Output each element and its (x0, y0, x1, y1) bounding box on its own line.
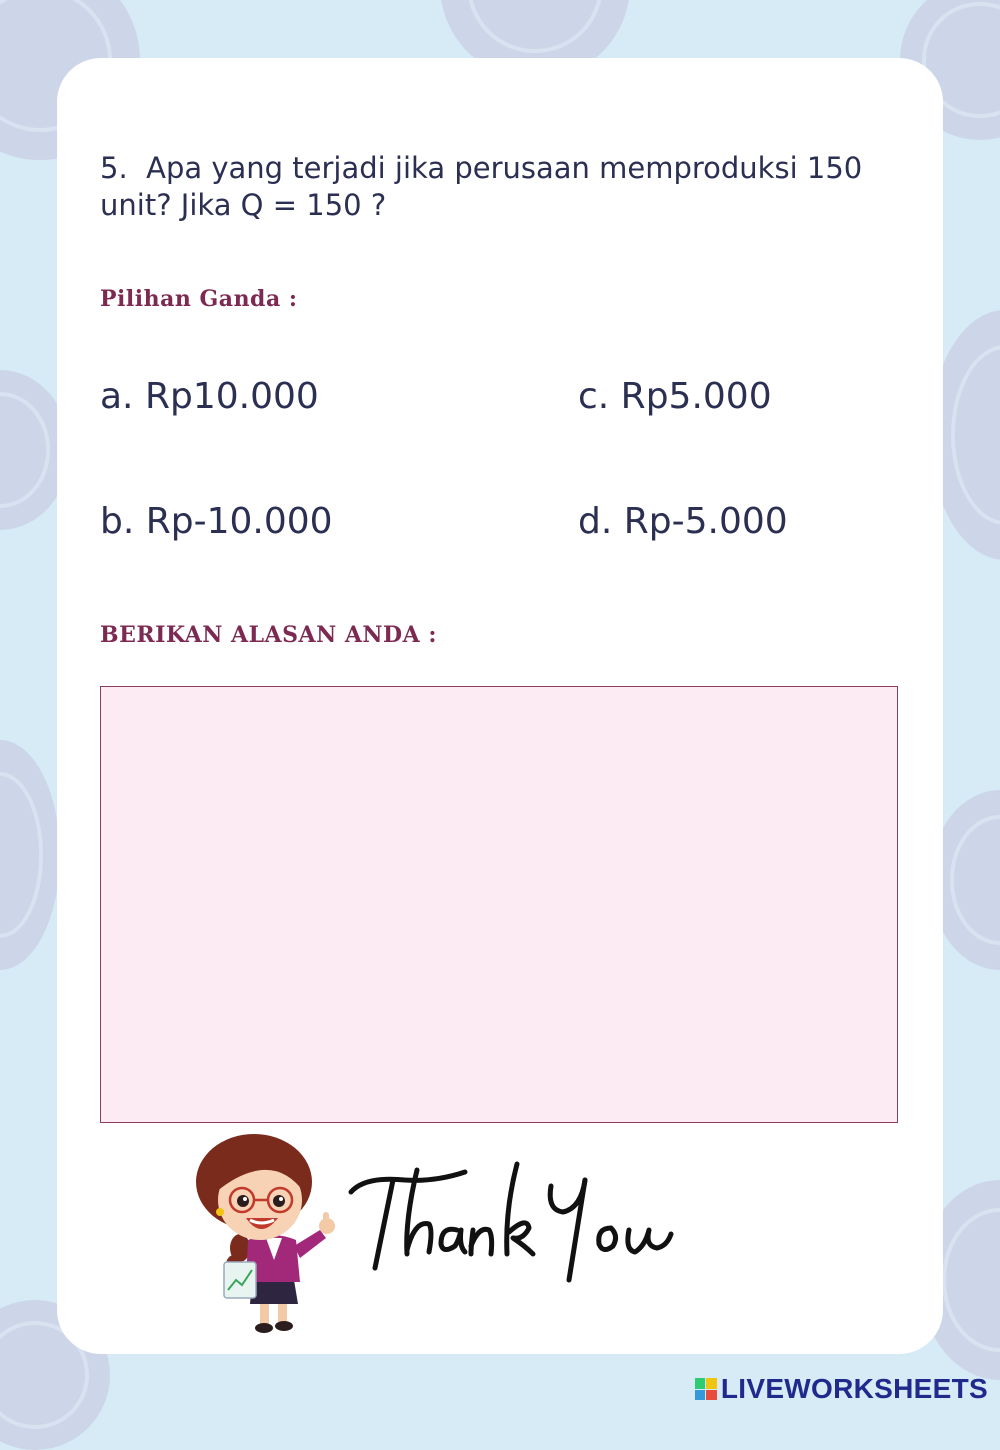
teacher-illustration (182, 1130, 342, 1335)
option-b[interactable]: b. Rp-10.000 (100, 501, 333, 542)
reason-answer-box[interactable] (100, 686, 898, 1123)
thank-you-lettering (345, 1150, 675, 1290)
wax-seal-decoration (0, 740, 60, 970)
brand-name: LIVEWORKSHEETS (720, 1373, 988, 1404)
question-number: 5. (100, 151, 128, 185)
liveworksheets-logo-icon (695, 1378, 717, 1400)
choices-heading: Pilihan Ganda : (100, 286, 298, 312)
option-d[interactable]: d. Rp-5.000 (578, 501, 788, 542)
option-a[interactable]: a. Rp10.000 (100, 376, 319, 417)
question-body: Apa yang terjadi jika perusaan memproduksi 150 unit? Jika Q = 150 ? (100, 151, 863, 222)
liveworksheets-brand[interactable] (695, 1372, 988, 1406)
option-c[interactable]: c. Rp5.000 (578, 376, 772, 417)
reason-heading: BERIKAN ALASAN ANDA : (100, 622, 437, 648)
question-text (100, 150, 900, 224)
